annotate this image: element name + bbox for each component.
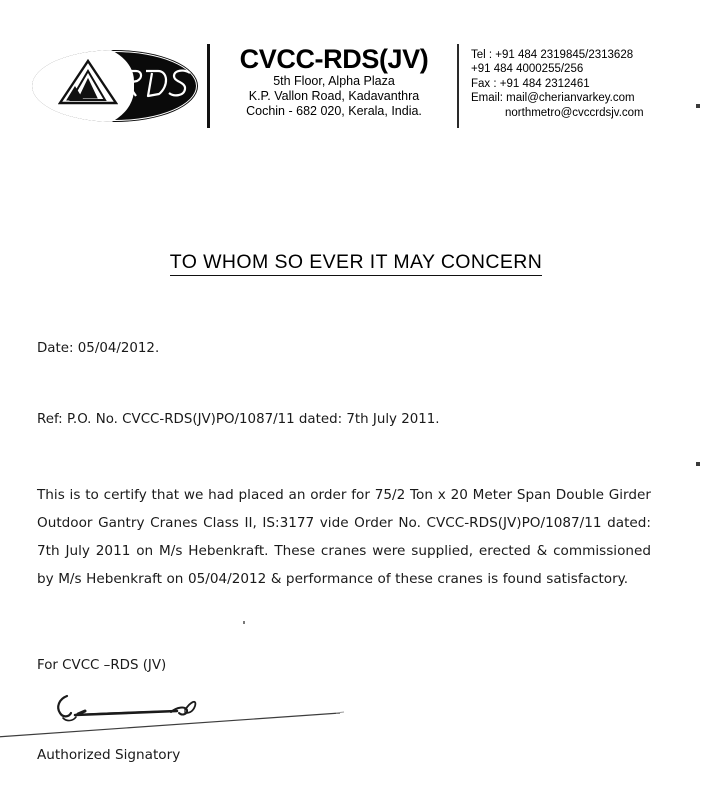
authorized-signatory-label: Authorized Signatory bbox=[37, 747, 181, 763]
header-divider-left bbox=[207, 44, 210, 128]
scan-edge-line bbox=[0, 695, 340, 739]
contact-email-line-2: northmetro@cvccrdsjv.com bbox=[505, 106, 644, 119]
company-logo bbox=[32, 42, 200, 130]
company-identity bbox=[214, 44, 454, 119]
signature-block bbox=[37, 658, 457, 673]
triangle-mountain-emblem-icon bbox=[58, 59, 118, 105]
company-address-line-1: 5th Floor, Alpha Plaza bbox=[273, 74, 395, 88]
scan-speck-center bbox=[243, 621, 245, 624]
contact-fax-line: Fax : +91 484 2312461 bbox=[471, 77, 590, 90]
company-address-line-2: K.P. Vallon Road, Kadavanthra bbox=[248, 89, 420, 103]
company-name: CVCC-RDS(JV) bbox=[239, 44, 429, 74]
date-line: Date: 05/04/2012. bbox=[37, 341, 160, 356]
scan-speck-top-right bbox=[696, 104, 700, 108]
contact-email-line-1: Email: mail@cherianvarkey.com bbox=[471, 92, 635, 105]
page-title-text: TO WHOM SO EVER IT MAY CONCERN bbox=[170, 251, 542, 276]
signature-for-line: For CVCC –RDS (JV) bbox=[37, 658, 167, 673]
company-contact-details bbox=[471, 48, 701, 120]
contact-tel-line-2: +91 484 4000255/256 bbox=[471, 63, 584, 76]
letterhead bbox=[0, 38, 712, 138]
letter-body bbox=[37, 340, 651, 593]
rds-wordmark-icon bbox=[114, 64, 194, 102]
certification-paragraph: This is to certify that we had placed an order for 75/2 Ton x 20 Meter Span Double Girder Outdoor Gantry Cranes Class II, IS:3177 vide Order No. CVCC-RDS(JV)PO/1087/11 dated: 7th July 2011 on M/s Hebenkraft. These cranes were supplied, erected & commissioned by M/s Hebenkraft on 05/04/2012 & performance of these cranes is found satisfactory. bbox=[37, 487, 651, 587]
scan-speck-mid-right bbox=[696, 462, 700, 466]
company-address-line-3: Cochin - 682 020, Kerala, India. bbox=[246, 104, 422, 118]
contact-tel-line-1: Tel : +91 484 2319845/2313628 bbox=[471, 49, 634, 61]
reference-line: Ref: P.O. No. CVCC-RDS(JV)PO/1087/11 dated: 7th July 2011. bbox=[37, 412, 440, 427]
page-title bbox=[0, 251, 712, 274]
header-divider-right bbox=[457, 44, 459, 128]
